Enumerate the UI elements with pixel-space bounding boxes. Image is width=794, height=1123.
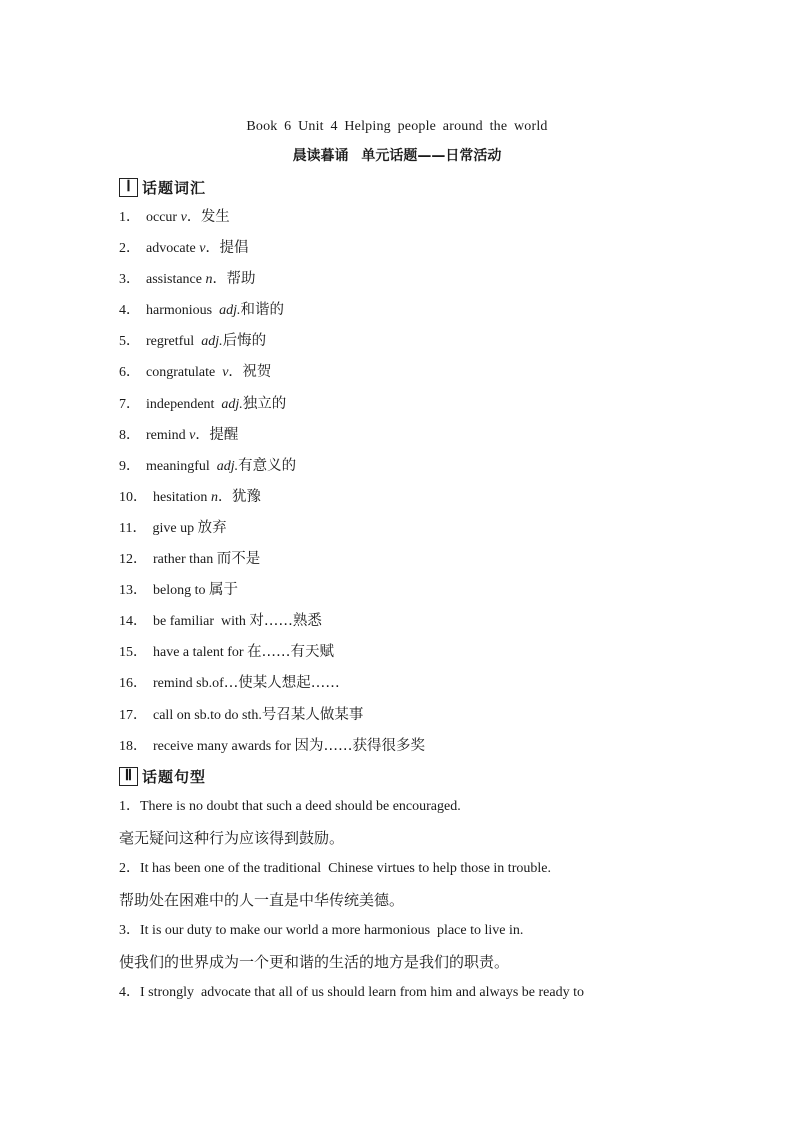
vocab-word: remind: [146, 427, 190, 443]
vocab-item: [119, 360, 425, 391]
vocab-meaning: 提倡: [219, 240, 249, 257]
vocab-word: hesitation: [153, 489, 211, 505]
vocab-separator: ．: [228, 365, 243, 381]
vocab-word: independent: [146, 396, 222, 412]
vocab-meaning: 号召某人做某事: [261, 706, 364, 723]
vocab-number: 13．: [119, 583, 147, 599]
vocab-item: [119, 547, 425, 578]
vocab-number: 10．: [119, 489, 147, 505]
vocab-number: 11．: [119, 520, 147, 536]
vocab-word: remind sb.of: [153, 676, 224, 692]
vocab-separator: ．: [205, 241, 220, 257]
vocab-word: receive many awards for: [153, 738, 295, 754]
vocab-item: [119, 609, 425, 640]
vocab-separator: ．: [195, 427, 210, 443]
vocab-word: harmonious: [146, 303, 220, 319]
vocab-item: [119, 236, 425, 267]
sentence-chinese: 毫无疑问这种行为应该得到鼓励。: [119, 829, 345, 847]
vocab-word: rather than: [153, 552, 217, 568]
vocab-number: 2．: [119, 241, 140, 257]
vocab-item: [119, 734, 425, 765]
vocab-item: [119, 267, 425, 298]
vocab-word: call on sb.to do sth.: [153, 707, 262, 723]
vocab-part-of-speech: n: [210, 489, 218, 505]
vocab-number: 18．: [119, 738, 147, 754]
section-label: 话题句型: [142, 767, 207, 786]
vocab-word: give up: [152, 520, 198, 536]
vocab-meaning: 提醒: [209, 426, 239, 443]
vocab-part-of-speech: adj.: [201, 334, 223, 350]
vocab-word: belong to: [153, 583, 209, 599]
vocab-meaning: 祝贺: [242, 364, 272, 381]
vocab-meaning: 而不是: [216, 551, 261, 568]
vocab-part-of-speech: v: [189, 427, 196, 443]
vocab-word: occur: [146, 210, 181, 225]
vocab-number: 9．: [119, 458, 140, 474]
vocab-meaning: 放弃: [197, 519, 227, 536]
sentence-chinese: 帮助处在困难中的人一直是中华传统美德。: [119, 891, 405, 909]
sentence-english: 3．It is our duty to make our world a more harmonious place to live in.: [119, 923, 524, 938]
vocab-word: congratulate: [146, 365, 223, 381]
vocabulary-list: [119, 205, 425, 765]
vocab-item: [119, 485, 425, 516]
vocab-item: [119, 329, 425, 360]
vocab-meaning: 发生: [200, 209, 230, 225]
vocab-word: assistance: [146, 272, 206, 288]
vocab-meaning: 后悔的: [222, 333, 267, 350]
vocab-part-of-speech: adj.: [221, 396, 243, 412]
vocab-number: 17．: [119, 707, 147, 723]
vocab-number: 14．: [119, 614, 147, 630]
vocab-item: [119, 703, 425, 734]
vocab-separator: ．: [212, 272, 227, 288]
vocab-number: 16．: [119, 676, 147, 692]
vocab-meaning: 独立的: [242, 395, 287, 412]
vocab-number: 4．: [119, 303, 140, 319]
vocab-word: meaningful: [146, 458, 217, 474]
vocab-word: be familiar with: [153, 614, 250, 630]
vocab-item: [119, 298, 425, 329]
vocab-meaning: 对……熟悉: [249, 613, 322, 630]
vocab-number: 5．: [119, 334, 140, 350]
vocab-part-of-speech: v: [222, 365, 229, 381]
vocab-number: 6．: [119, 365, 140, 381]
vocab-meaning: 在……有天赋: [247, 644, 335, 661]
vocab-item: [119, 671, 425, 702]
vocab-number: 15．: [119, 645, 147, 661]
vocab-number: 12．: [119, 552, 147, 568]
vocab-meaning: 帮助: [226, 271, 256, 288]
vocab-word: have a talent for: [153, 645, 248, 661]
vocab-item: [119, 640, 425, 671]
vocab-item: [119, 454, 425, 485]
section-heading-sentences: [119, 766, 206, 786]
sentence-english: 1．There is no doubt that such a deed should be encouraged.: [119, 799, 461, 814]
vocab-meaning: 属于: [209, 582, 238, 599]
section-numeral-box: Ⅰ: [119, 178, 138, 197]
sentence-list: [119, 795, 689, 1012]
vocab-part-of-speech: adj.: [219, 303, 241, 319]
section-label: 话题词汇: [142, 178, 207, 197]
vocab-number: 8．: [119, 427, 140, 443]
section-heading-vocabulary: [119, 177, 206, 197]
vocab-number: 7．: [119, 396, 140, 412]
vocab-part-of-speech: v: [199, 241, 206, 257]
section-numeral-box: Ⅱ: [119, 767, 138, 786]
vocab-number: 1．: [119, 210, 140, 225]
vocab-item: [119, 205, 425, 236]
vocab-item: [119, 423, 425, 454]
vocab-meaning: 有意义的: [238, 457, 297, 474]
vocab-item: [119, 578, 425, 609]
vocab-meaning: 因为……获得很多奖: [294, 737, 425, 754]
vocab-meaning: 犹豫: [231, 488, 261, 505]
sentence-chinese: 使我们的世界成为一个更和谐的生活的地方是我们的职责。: [119, 953, 510, 971]
vocab-part-of-speech: adj.: [216, 458, 239, 474]
sentence-english: 2．It has been one of the traditional Chinese virtues to help those in trouble.: [119, 861, 551, 876]
vocab-separator: ．: [217, 489, 232, 505]
vocab-item: [119, 516, 425, 547]
vocab-part-of-speech: v: [180, 210, 187, 225]
page-title: Book 6 Unit 4 Helping people around the world: [246, 119, 548, 134]
vocab-number: 3．: [119, 272, 140, 288]
vocab-meaning: …使某人想起……: [223, 675, 340, 692]
vocab-separator: ．: [186, 210, 201, 225]
sentence-english: 4．I strongly advocate that all of us should learn from him and always be ready to: [119, 985, 584, 1000]
page-subtitle: 晨读暮诵 单元话题——日常活动: [292, 148, 502, 164]
vocab-meaning: 和谐的: [240, 302, 284, 319]
vocab-item: [119, 392, 425, 423]
vocab-part-of-speech: n: [205, 272, 213, 288]
vocab-word: advocate: [146, 241, 200, 257]
vocab-word: regretful: [146, 334, 202, 350]
